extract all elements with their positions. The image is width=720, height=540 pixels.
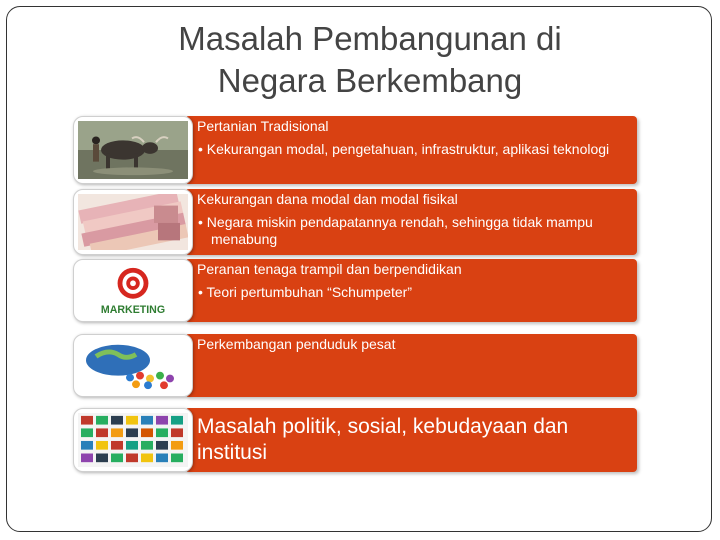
row-content [197,191,629,248]
row-content [197,118,629,158]
row-heading: Kekurangan dana modal dan modal fisikal [197,191,458,207]
party-flags-icon [73,408,193,472]
title-line-1: Masalah Pembangunan di [178,20,562,57]
title-line-2: Negara Berkembang [217,62,523,99]
row-heading: Masalah politik, sosial, kebudayaan dan institusi [197,415,569,464]
row-content [197,336,629,353]
row-content [197,261,629,301]
money-bills-icon [73,189,193,255]
row-penduduk [73,334,637,397]
row-dana-modal [73,189,637,255]
row-bullet-text: Negara miskin pendapatannya rendah, sehingga tidak mampu menabung [206,214,593,247]
row-pertanian [73,116,637,184]
row-tenaga-trampil [73,259,637,322]
row-bullet: • Teori pertumbuhan “Schumpeter” [198,284,412,300]
row-content [197,414,629,466]
row-heading: Peranan tenaga trampil dan berpendidikan [197,261,462,277]
farmer-buffalo-icon [73,116,193,184]
row-bullet: • Negara miskin pendapatannya rendah, sehingga tidak mampu menabung [198,214,593,247]
marketing-label: MARKETING [100,304,166,317]
row-heading: Perkembangan penduduk pesat [197,336,396,352]
row-heading: Pertanian Tradisional [197,118,329,134]
row-politik [73,408,637,472]
marketing-target-icon [73,259,193,322]
row-bullet: • Kekurangan modal, pengetahuan, infrastruktur, aplikasi teknologi [198,141,610,157]
row-bullet-text: Kekurangan modal, pengetahuan, infrastruktur, aplikasi teknologi [206,141,610,157]
globe-population-icon [73,334,193,397]
slide-title [120,18,620,102]
row-bullet-text: Teori pertumbuhan “Schumpeter” [206,284,412,300]
